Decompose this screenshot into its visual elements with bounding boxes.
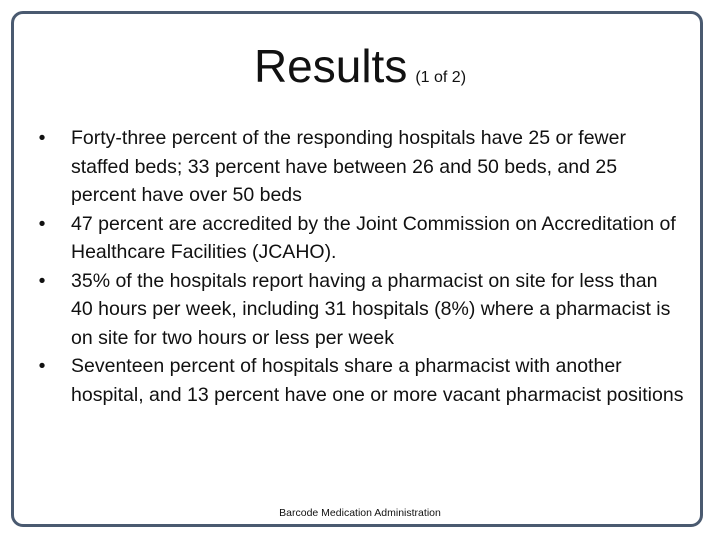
title-suffix: (1 of 2) bbox=[415, 69, 467, 86]
bullet-text: Seventeen percent of hospitals share a pharmacist with another hospital, and 13 percent have one or more vacant pharmacist positions bbox=[71, 355, 684, 406]
bullet-list bbox=[24, 124, 684, 409]
title-text: Results bbox=[253, 40, 408, 92]
bullet-text: 47 percent are accredited by the Joint Commission on Accreditation of Healthcare Facilities (JCAHO). bbox=[71, 212, 676, 263]
bullet-text: Forty-three percent of the responding hospitals have 25 or fewer staffed beds; 33 percent have between 26 and 50 beds, and 25 percent have over 50 beds bbox=[71, 127, 626, 206]
bullet-marker: • bbox=[38, 269, 46, 292]
bullet-item bbox=[24, 352, 684, 409]
bullet-marker: • bbox=[38, 127, 46, 149]
slide-title bbox=[0, 38, 720, 94]
bullet-item bbox=[24, 267, 684, 353]
slide-footer: Barcode Medication Administration bbox=[279, 507, 441, 519]
bullet-item bbox=[24, 124, 684, 210]
bullet-marker: • bbox=[38, 212, 46, 235]
bullet-marker: • bbox=[38, 355, 46, 377]
bullet-item bbox=[24, 210, 684, 267]
bullet-text: 35% of the hospitals report having a pharmacist on site for less than 40 hours per week, including 31 hospitals (8%) where a pharmacist is on site for two hours or less per week bbox=[71, 269, 671, 349]
